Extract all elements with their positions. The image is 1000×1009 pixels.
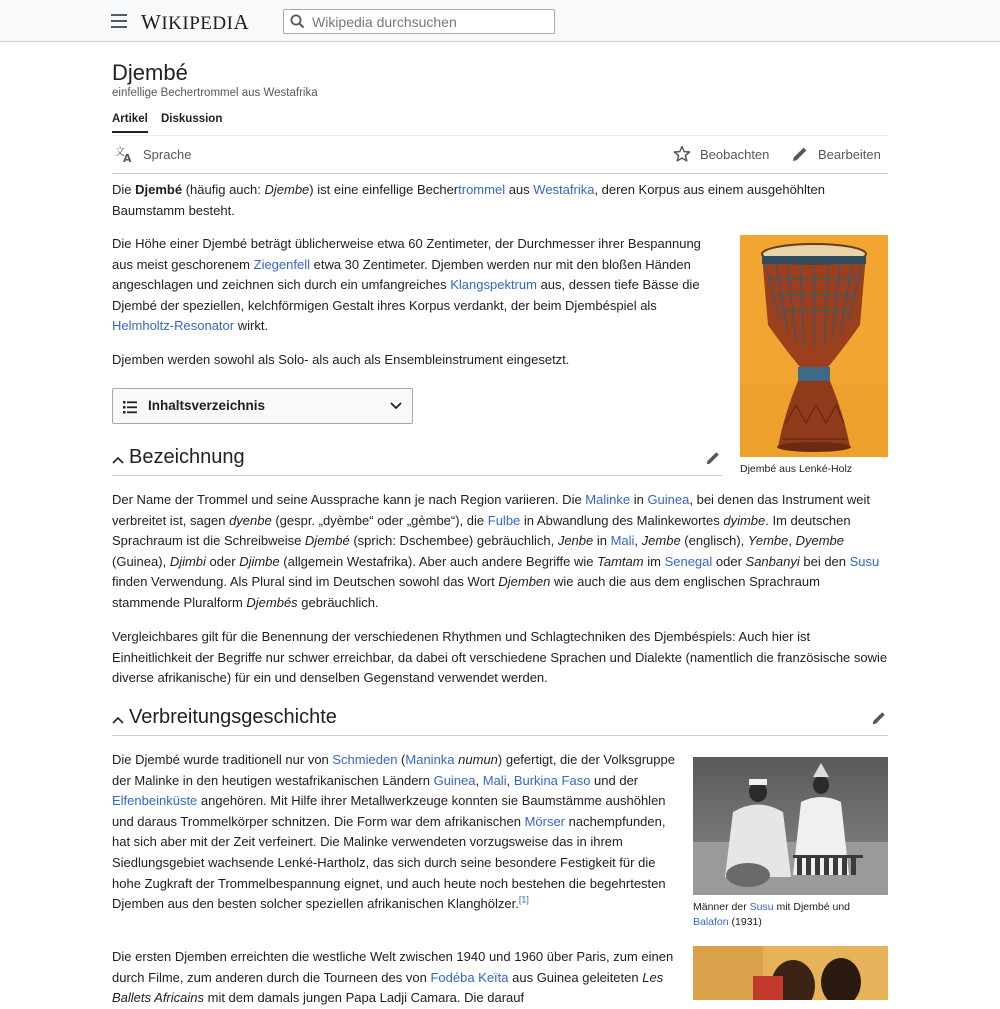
page-subtitle: einfellige Bechertrommel aus Westafrika: [112, 87, 318, 99]
susu-men-image: [693, 757, 888, 895]
actions-divider: [112, 173, 888, 174]
verbreitung-paragraph-2: Die ersten Djemben erreichten die westliche Welt zwischen 1940 und 1960 über Paris, zum einen durch Filme, zum anderen durch die Tourneen des von Fodéba Keïta aus Guinea geleiteten Les Ballets Africains mit dem damals jungen Papa Ladji Camara. Die darauf: [112, 949, 674, 1006]
musicians-image: [693, 946, 888, 1000]
intro-paragraph-3: Djemben werden sowohl als Solo- als auch als Ensembleinstrument eingesetzt.: [112, 352, 570, 367]
link-elfenbeinkueste[interactable]: Elfenbeinküste: [112, 793, 198, 809]
table-of-contents-toggle[interactable]: [112, 388, 413, 424]
link-susu-caption[interactable]: Susu: [749, 901, 774, 913]
collapse-chevron-icon[interactable]: [112, 455, 124, 465]
tab-artikel[interactable]: Artikel: [112, 113, 148, 133]
link-guinea[interactable]: Guinea: [433, 772, 476, 788]
djembe-image[interactable]: [740, 235, 888, 457]
bezeichnung-paragraph-1: Der Name der Trommel und seine Aussprache kann je nach Region variieren. Die Malinke in Guinea, bei denen das Instrument weit verbreitet ist, sagen dyenbe (gespr. „dyèmbe“ oder „gèmbe“), die Fulbe in Abwandlung des Malinkewortes dyimbe. Im deutschen Sprachraum ist die Schreibweise Djembé (sprich: Dschembee) gebräuchlich, Jenbe in Mali, Jembe (englisch), Yembe, Dyembe (Guinea), Djimbi oder Djimbe (allgemein Westafrika). Aber auch andere Begriffe wie Tamtam im Senegal oder Sanbanyi bei den Susu finden Verwendung. Als Plural sind im Deutschen sowohl das Wort Djemben wie auch die aus dem englischen Sprachraum stammende Pluralform Djembés gebräuchlich.: [112, 492, 880, 610]
search-icon: [290, 14, 305, 29]
link-senegal[interactable]: Senegal: [664, 553, 713, 569]
pencil-icon: [790, 144, 810, 164]
page-actions: [112, 144, 888, 174]
page-title: Djembé: [112, 60, 188, 85]
link-burkina-faso[interactable]: Burkina Faso: [513, 772, 591, 788]
watch-label: Beobachten: [700, 147, 770, 162]
link-schmieden[interactable]: Schmieden: [332, 752, 398, 767]
link-guinea[interactable]: Guinea: [647, 492, 690, 507]
link-moerser[interactable]: Mörser: [524, 813, 566, 829]
tab-divider: [112, 135, 888, 136]
second-photo[interactable]: [693, 946, 888, 1000]
djembe-caption: Djembé aus Lenké-Holz: [740, 463, 853, 475]
bezeichnung-paragraph-2: Vergleichbares gilt für die Benennung der verschiedenen Rhythmen und Schlagtechniken des Djembéspiels: Auch hier ist Einheitlichkeit der Begriffe nur schwer erreichbar, da dabei oft verschiedene Sprachen und Dialekte (namentlich die französische sowie diverse afrikanische) für ein und denselben Gegenstand verwendet werden.: [112, 629, 888, 686]
link-klangspektrum[interactable]: Klangspektrum: [450, 277, 537, 293]
collapse-chevron-icon[interactable]: [112, 715, 124, 725]
list-icon: [122, 399, 138, 415]
section-heading-verbreitungsgeschichte: [112, 706, 888, 736]
susu-men-photo[interactable]: [693, 757, 888, 895]
link-malinke[interactable]: Malinke: [585, 492, 631, 507]
edit-label: Bearbeiten: [818, 147, 881, 162]
link-mali[interactable]: Mali: [482, 772, 507, 788]
search-input[interactable]: [310, 12, 550, 32]
section-title: Verbreitungsgeschichte: [129, 706, 337, 728]
intro-paragraph-2: Die Höhe einer Djembé beträgt üblicherweise etwa 60 Zentimeter, der Durchmesser ihrer Bespannung aus meist geschorenem Ziegenfell etwa 30 Zentimeter. Djemben werden nur mit den bloßen Händen angeschlagen und zeichnen sich durch ein umfangreiches Klangspektrum aus, dessen tiefe Bässe die Djembé der speziellen, kelchförmigen Gestalt ihres Korpus verdankt, der beim Djembéspiel als Helmholtz-Resonator wirkt.: [112, 236, 701, 334]
reference-1[interactable]: [1]: [518, 894, 529, 905]
intro-paragraph-1: Die Djembé (häufig auch: Djembe) ist eine einfellige Bechertrommel aus Westafrika, deren Korpus aus einem ausgehöhlten Baumstamm besteht.: [112, 182, 825, 218]
search-box[interactable]: [283, 9, 555, 34]
svg-text:文: 文: [115, 147, 125, 158]
tab-diskussion[interactable]: Diskussion: [161, 113, 223, 125]
link-fulbe[interactable]: Fulbe: [487, 512, 521, 528]
link-helmholtz-resonator[interactable]: Helmholtz-Resonator: [112, 318, 235, 334]
toc-label: Inhaltsverzeichnis: [148, 398, 266, 413]
star-icon: [672, 144, 692, 164]
susu-men-caption: Männer der Susu mit Djembé und Balafon (1931): [693, 901, 851, 928]
wikipedia-logo[interactable]: WIKIPEDIA: [141, 10, 250, 34]
djembe-photo: [740, 235, 888, 457]
link-balafon[interactable]: Balafon: [693, 916, 729, 928]
link-westafrika[interactable]: Westafrika: [533, 182, 595, 197]
link-mali[interactable]: Mali: [610, 533, 635, 549]
link-fodeba-keita[interactable]: Fodéba Keïta: [430, 969, 509, 985]
link-maninka[interactable]: Maninka: [405, 752, 455, 767]
verbreitung-paragraph-1: Die Djembé wurde traditionell nur von Schmieden (Maninka numun) gefertigt, die der Volksgruppe der Malinke in den heutigen westafrikanischen Ländern Guinea, Mali, Burkina Faso und der Elfenbeinküste angehören. Mit Hilfe ihrer Metallwerkzeuge konnten sie Baumstämme aushöhlen und daraus Trommelkörper schnitzen. Die Form war dem afrikanischen Mörser nachempfunden, hat sich aber mit der Zeit verfeinert. Die Malinke verwendeten vorzugsweise das in ihrem Siedlungsgebiet wachsende Lenké-Hartholz, das sich durch seine besondere Festigkeit für die hohe Zugkraft der Trommelbespannung eignet, und auch heute noch bestehen die begehrtesten Djemben aus den besten solcher speziellen afrikanischen Klanghölzer.[1]: [112, 752, 675, 912]
chevron-down-icon: [389, 401, 403, 411]
link-trommel[interactable]: trommel: [458, 182, 506, 197]
link-susu[interactable]: Susu: [849, 553, 880, 569]
language-label: Sprache: [143, 147, 192, 162]
section-heading-bezeichnung: [112, 446, 722, 476]
link-ziegenfell[interactable]: Ziegenfell: [253, 256, 310, 272]
section-title: Bezeichnung: [129, 446, 245, 468]
language-icon: [114, 144, 134, 164]
section-edit-icon[interactable]: [870, 709, 888, 727]
site-header: [0, 0, 1000, 42]
section-edit-icon[interactable]: [704, 449, 722, 467]
svg-text:A: A: [123, 152, 132, 164]
main-menu-icon[interactable]: [111, 14, 127, 28]
